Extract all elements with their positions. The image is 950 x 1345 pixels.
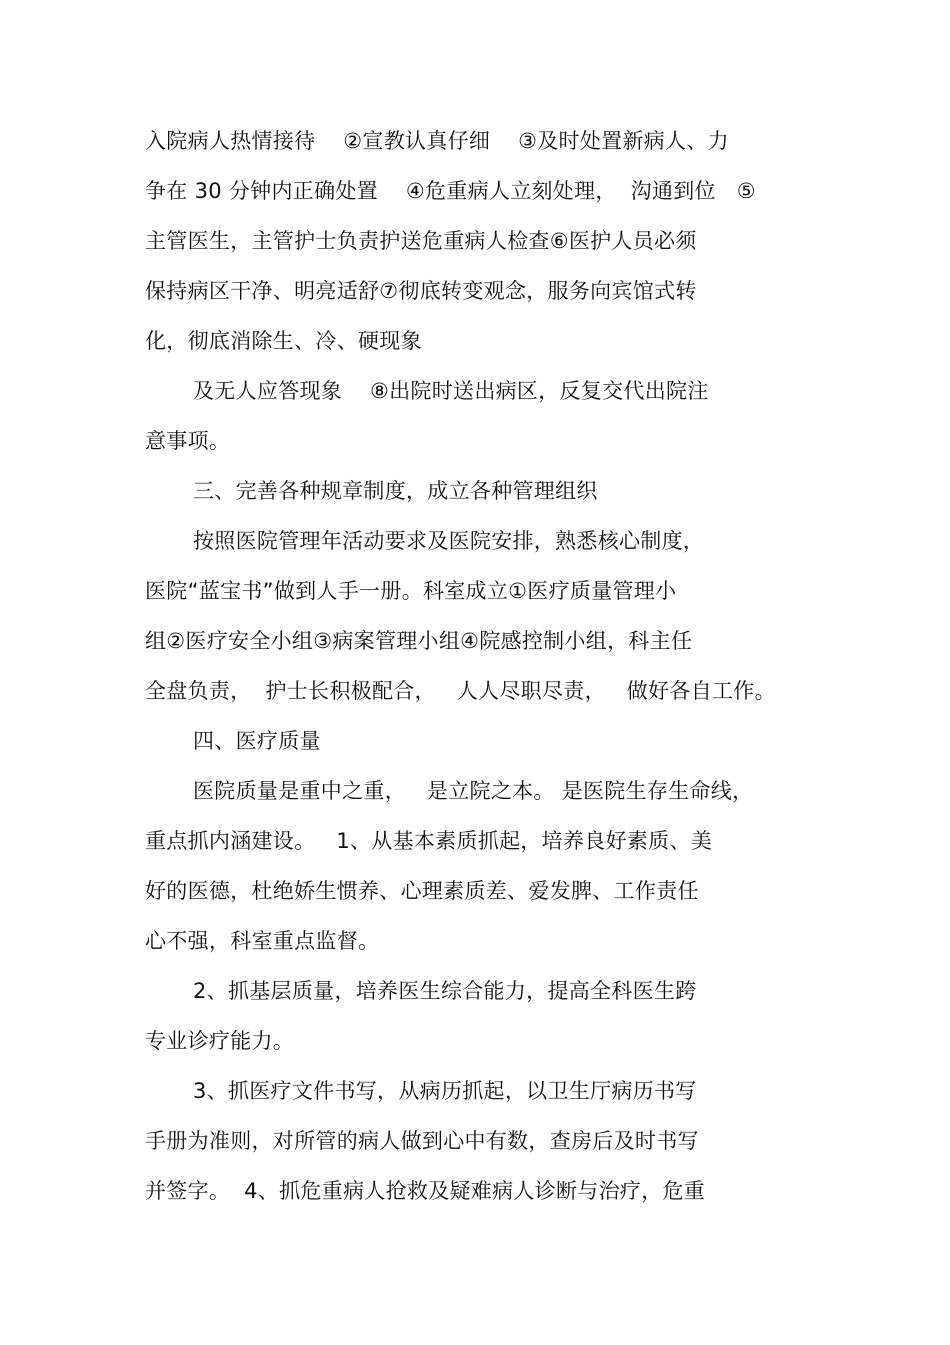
text-line: 医院质量是重中之重， 是立院之本。 是医院生存生命线， (193, 779, 754, 803)
text-line: 争在 30 分钟内正确处置 ④危重病人立刻处理， 沟通到位 ⑤ (145, 179, 756, 203)
text-line: 及无人应答现象 ⑧出院时送出病区，反复交代出院注 (193, 379, 709, 403)
text-line: 医院“蓝宝书”做到人手一册。科室成立①医疗质量管理小 (145, 579, 677, 603)
text-line: 专业诊疗能力。 (145, 1029, 295, 1053)
text-line: 好的医德，杜绝娇生惯养、心理素质差、爱发脾、工作责任 (145, 879, 699, 903)
section-heading: 三、完善各种规章制度，成立各种管理组织 (193, 479, 598, 503)
text-line: 按照医院管理年活动要求及医院安排，熟悉核心制度， (193, 529, 705, 553)
text-line: 保持病区干净、明亮适舒⑦彻底转变观念，服务向宾馆式转 (145, 279, 697, 303)
text-line: 心不强，科室重点监督。 (145, 929, 380, 953)
text-line: 重点抓内涵建设。 1、从基本素质抓起，培养良好素质、美 (145, 829, 713, 853)
text-line: 2、抓基层质量，培养医生综合能力，提高全科医生跨 (193, 979, 697, 1003)
text-line: 意事项。 (145, 429, 231, 453)
text-line: 并签字。 4、抓危重病人抢救及疑难病人诊断与治疗，危重 (145, 1179, 706, 1203)
text-line: 手册为准则，对所管的病人做到心中有数，查房后及时书写 (145, 1129, 699, 1153)
text-line: 入院病人热情接待 ②宣教认真仔细 ③及时处置新病人、力 (145, 129, 729, 153)
text-line: 3、抓医疗文件书写，从病历抓起，以卫生厅病历书写 (193, 1079, 697, 1103)
text-line: 组②医疗安全小组③病案管理小组④院感控制小组，科主任 (145, 629, 693, 653)
text-line: 全盘负责， 护士长积极配合， 人人尽职尽责， 做好各自工作。 (145, 679, 776, 703)
section-heading: 四、医疗质量 (193, 729, 321, 753)
text-line: 主管医生，主管护士负责护送危重病人检查⑥医护人员必须 (145, 229, 697, 253)
text-line: 化，彻底消除生、冷、硬现象 (145, 329, 422, 353)
